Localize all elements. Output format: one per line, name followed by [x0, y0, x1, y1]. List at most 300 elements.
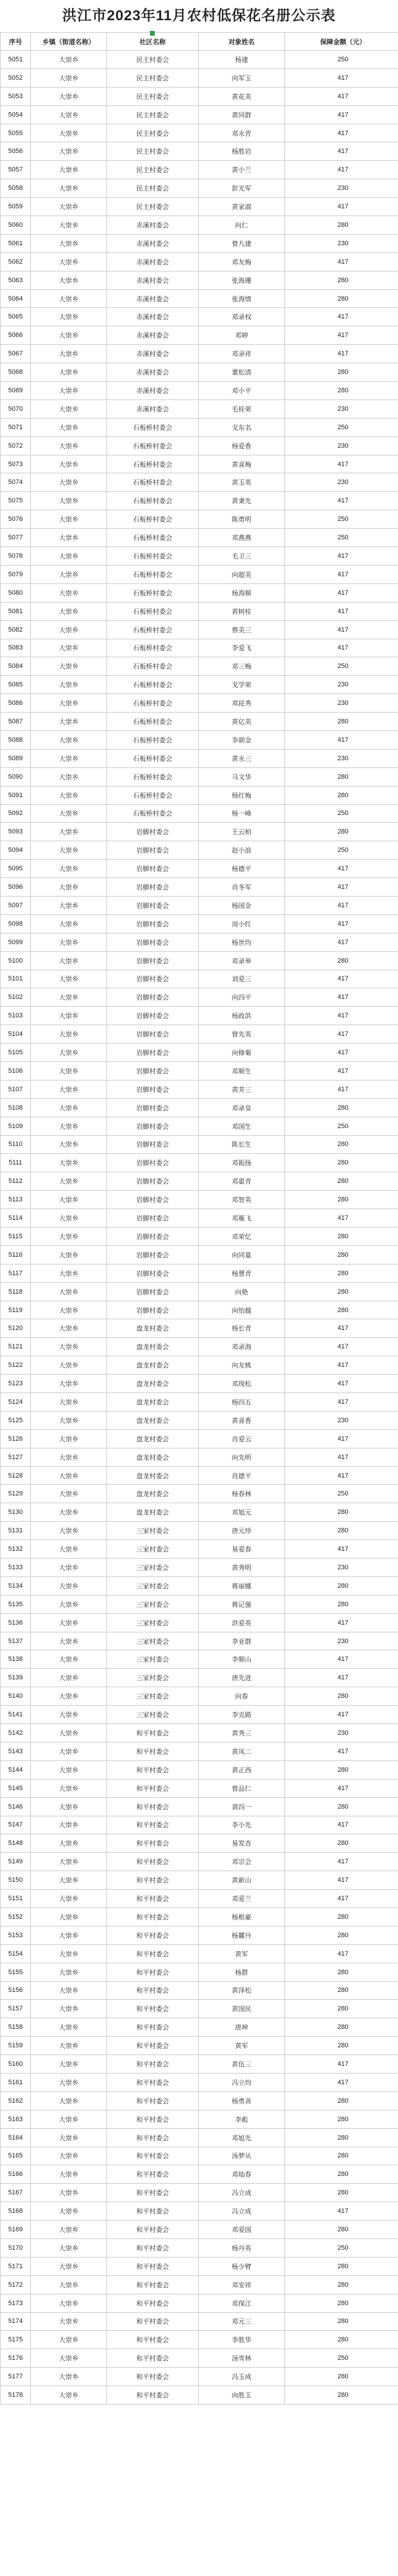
cell-community: 岩脚村委会 — [107, 1191, 199, 1209]
cell-amount: 230 — [285, 234, 398, 252]
table-row — [1, 713, 398, 731]
cell-name: 李朝金 — [199, 730, 285, 749]
cell-community: 石板桥村委会 — [107, 602, 199, 620]
cell-name: 蒋丽娜 — [199, 1576, 285, 1595]
cell-amount: 417 — [285, 161, 398, 179]
table-row — [1, 1503, 398, 1522]
cell-community: 盘龙村委会 — [107, 1466, 199, 1485]
cell-name: 杨一峰 — [199, 804, 285, 823]
cell-township: 大崇乡 — [31, 657, 107, 676]
cell-amount: 250 — [285, 510, 398, 529]
cell-township: 大崇乡 — [31, 418, 107, 436]
table-row — [1, 860, 398, 878]
cell-amount: 417 — [285, 730, 398, 749]
cell-community: 和平村委会 — [107, 2184, 199, 2202]
cell-name: 邓永青 — [199, 124, 285, 142]
cell-amount: 417 — [285, 1393, 398, 1412]
cell-township: 大崇乡 — [31, 1356, 107, 1375]
cell-name: 杨长青 — [199, 1319, 285, 1338]
cell-amount: 230 — [285, 1632, 398, 1650]
cell-name: 邓现松 — [199, 1375, 285, 1393]
cell-index: 5066 — [1, 326, 31, 345]
cell-index: 5079 — [1, 565, 31, 583]
cell-community: 民主村委会 — [107, 161, 199, 179]
cell-community: 和平村委会 — [107, 2202, 199, 2221]
table-row — [1, 1466, 398, 1485]
cell-name: 杨四五 — [199, 1393, 285, 1412]
table-row — [1, 970, 398, 988]
cell-name: 黄泽松 — [199, 1981, 285, 2000]
cell-name: 向超美 — [199, 565, 285, 583]
table-row — [1, 234, 398, 252]
cell-community: 赤溪村委会 — [107, 326, 199, 345]
cell-community: 和平村委会 — [107, 1926, 199, 1944]
cell-index: 5059 — [1, 198, 31, 216]
cell-amount: 280 — [285, 1172, 398, 1191]
cell-amount: 417 — [285, 2073, 398, 2091]
cell-township: 大崇乡 — [31, 1816, 107, 1834]
cell-name: 马文华 — [199, 767, 285, 786]
cell-amount: 280 — [285, 2128, 398, 2147]
cell-township: 大崇乡 — [31, 2221, 107, 2239]
cell-name: 黄伍三 — [199, 2055, 285, 2074]
cell-township: 大崇乡 — [31, 2037, 107, 2055]
cell-index: 5151 — [1, 1890, 31, 1908]
cell-community: 民主村委会 — [107, 124, 199, 142]
table-row — [1, 87, 398, 105]
table-row — [1, 1375, 398, 1393]
table-row — [1, 1061, 398, 1080]
cell-index: 5138 — [1, 1650, 31, 1669]
column-header-township: 乡镇（街道名称） — [31, 33, 107, 51]
cell-community: 和平村委会 — [107, 1853, 199, 1871]
table-row — [1, 1025, 398, 1044]
cell-index: 5076 — [1, 510, 31, 529]
cell-index: 5088 — [1, 730, 31, 749]
cell-name: 李顺山 — [199, 1650, 285, 1669]
table-row — [1, 2018, 398, 2037]
cell-name: 易爱春 — [199, 1540, 285, 1559]
table-row — [1, 2312, 398, 2331]
table-row — [1, 2349, 398, 2368]
cell-name: 邓安祥 — [199, 2275, 285, 2294]
table-row — [1, 1228, 398, 1246]
table-row — [1, 694, 398, 713]
cell-name: 汤雪林 — [199, 2349, 285, 2368]
table-row — [1, 786, 398, 804]
cell-index: 5122 — [1, 1356, 31, 1375]
cell-community: 和平村委会 — [107, 2368, 199, 2386]
cell-amount: 417 — [285, 988, 398, 1007]
cell-amount: 280 — [285, 271, 398, 289]
cell-community: 岩脚村委会 — [107, 896, 199, 914]
cell-township: 大崇乡 — [31, 2147, 107, 2165]
cell-amount: 230 — [285, 1411, 398, 1429]
cell-community: 和平村委会 — [107, 1907, 199, 1926]
cell-index: 5126 — [1, 1429, 31, 1448]
cell-township: 大崇乡 — [31, 2349, 107, 2368]
cell-name: 李克路 — [199, 1706, 285, 1724]
cell-name: 杨麓丹 — [199, 1926, 285, 1944]
cell-township: 大崇乡 — [31, 1429, 107, 1448]
cell-township: 大崇乡 — [31, 455, 107, 473]
cell-index: 5140 — [1, 1687, 31, 1706]
table-body — [1, 51, 398, 2405]
cell-name: 邓雁飞 — [199, 1209, 285, 1228]
cell-amount: 280 — [285, 1576, 398, 1595]
table-row — [1, 620, 398, 639]
cell-amount: 417 — [285, 1007, 398, 1025]
cell-name: 邓燕燕 — [199, 529, 285, 547]
cell-name: 邓旭元 — [199, 1503, 285, 1522]
cell-community: 和平村委会 — [107, 2221, 199, 2239]
cell-community: 岩脚村委会 — [107, 1209, 199, 1228]
cell-community: 岩脚村委会 — [107, 1154, 199, 1172]
cell-township: 大崇乡 — [31, 1540, 107, 1559]
table-row — [1, 1963, 398, 1981]
cell-amount: 280 — [285, 382, 398, 400]
cell-name: 邓翟青 — [199, 1172, 285, 1191]
cell-township: 大崇乡 — [31, 2331, 107, 2349]
table-row — [1, 1319, 398, 1338]
cell-name: 肖德平 — [199, 1466, 285, 1485]
cell-name: 邓录皇 — [199, 1098, 285, 1117]
cell-township: 大崇乡 — [31, 492, 107, 510]
cell-township: 大崇乡 — [31, 87, 107, 105]
cell-index: 5065 — [1, 308, 31, 326]
table-row — [1, 1853, 398, 1871]
cell-amount: 250 — [285, 529, 398, 547]
cell-amount: 280 — [285, 2184, 398, 2202]
cell-index: 5060 — [1, 216, 31, 235]
cell-name: 汤梦从 — [199, 2147, 285, 2165]
cell-name: 冯玉成 — [199, 2368, 285, 2386]
cell-name: 黄凤二 — [199, 1742, 285, 1760]
cell-index: 5115 — [1, 1228, 31, 1246]
cell-amount: 280 — [285, 363, 398, 382]
table-row — [1, 657, 398, 676]
cell-index: 5053 — [1, 87, 31, 105]
cell-index: 5155 — [1, 1963, 31, 1981]
table-row — [1, 602, 398, 620]
cell-name: 杨海顺 — [199, 583, 285, 602]
cell-community: 和平村委会 — [107, 2275, 199, 2294]
cell-index: 5110 — [1, 1135, 31, 1154]
cell-name: 李爱飞 — [199, 639, 285, 657]
table-row — [1, 1448, 398, 1466]
cell-amount: 417 — [285, 87, 398, 105]
cell-amount: 280 — [285, 823, 398, 841]
cell-community: 石板桥村委会 — [107, 547, 199, 566]
cell-index: 5169 — [1, 2221, 31, 2239]
cell-amount: 250 — [285, 2349, 398, 2368]
cell-index: 5086 — [1, 694, 31, 713]
cell-name: 杨政洪 — [199, 1007, 285, 1025]
cell-name: 杨勇善 — [199, 2091, 285, 2110]
cell-township: 大崇乡 — [31, 583, 107, 602]
cell-township: 大崇乡 — [31, 473, 107, 492]
cell-township: 大崇乡 — [31, 2018, 107, 2037]
cell-name: 杨丹英 — [199, 2238, 285, 2257]
cell-name: 黄四一 — [199, 1797, 285, 1816]
cell-amount: 417 — [285, 1540, 398, 1559]
cell-index: 5054 — [1, 105, 31, 124]
cell-amount: 280 — [285, 786, 398, 804]
cell-name: 邓小平 — [199, 382, 285, 400]
cell-index: 5095 — [1, 860, 31, 878]
cell-name: 肖冬军 — [199, 878, 285, 897]
cell-index: 5172 — [1, 2275, 31, 2294]
cell-name: 曾九建 — [199, 234, 285, 252]
cell-township: 大崇乡 — [31, 2312, 107, 2331]
cell-township: 大崇乡 — [31, 1595, 107, 1613]
table-row — [1, 2184, 398, 2202]
table-row — [1, 1632, 398, 1650]
table-row — [1, 2275, 398, 2294]
cell-township: 大崇乡 — [31, 2368, 107, 2386]
cell-name: 肖爱云 — [199, 1429, 285, 1448]
cell-amount: 280 — [285, 2165, 398, 2184]
cell-amount: 280 — [285, 1595, 398, 1613]
cell-name: 唐先进 — [199, 1669, 285, 1687]
table-row — [1, 2037, 398, 2055]
table-row — [1, 1926, 398, 1944]
cell-index: 5073 — [1, 455, 31, 473]
cell-township: 大崇乡 — [31, 1760, 107, 1779]
table-row — [1, 1191, 398, 1209]
table-row — [1, 1429, 398, 1448]
cell-township: 大崇乡 — [31, 1706, 107, 1724]
cell-township: 大崇乡 — [31, 602, 107, 620]
cell-township: 大崇乡 — [31, 399, 107, 418]
cell-name: 戈东名 — [199, 418, 285, 436]
cell-township: 大崇乡 — [31, 271, 107, 289]
cell-township: 大崇乡 — [31, 234, 107, 252]
cell-community: 岩脚村委会 — [107, 841, 199, 860]
cell-name: 杨根豪 — [199, 1907, 285, 1926]
cell-amount: 417 — [285, 896, 398, 914]
cell-township: 大崇乡 — [31, 1080, 107, 1098]
cell-index: 5112 — [1, 1172, 31, 1191]
cell-community: 盘龙村委会 — [107, 1319, 199, 1338]
cell-township: 大崇乡 — [31, 841, 107, 860]
cell-township: 大崇乡 — [31, 2275, 107, 2294]
cell-name: 黄树桂 — [199, 602, 285, 620]
cell-township: 大崇乡 — [31, 2073, 107, 2091]
cell-index: 5163 — [1, 2110, 31, 2128]
cell-community: 和平村委会 — [107, 1890, 199, 1908]
cell-name: 邓元三 — [199, 2312, 285, 2331]
cell-name: 向修菊 — [199, 1044, 285, 1062]
cell-index: 5062 — [1, 252, 31, 271]
cell-township: 大崇乡 — [31, 823, 107, 841]
cell-township: 大崇乡 — [31, 1301, 107, 1319]
cell-amount: 417 — [285, 1319, 398, 1338]
table-row — [1, 565, 398, 583]
table-row — [1, 1007, 398, 1025]
cell-township: 大崇乡 — [31, 896, 107, 914]
cell-amount: 417 — [285, 620, 398, 639]
cell-name: 向同量 — [199, 1245, 285, 1264]
cell-township: 大崇乡 — [31, 529, 107, 547]
cell-community: 三家村委会 — [107, 1540, 199, 1559]
table-row — [1, 2368, 398, 2386]
cell-index: 5128 — [1, 1466, 31, 1485]
cell-township: 大崇乡 — [31, 345, 107, 363]
cell-community: 和平村委会 — [107, 2238, 199, 2257]
cell-name: 杨建 — [199, 51, 285, 69]
cell-amount: 280 — [285, 1154, 398, 1172]
cell-amount: 280 — [285, 1282, 398, 1301]
cell-name: 邓国生 — [199, 1117, 285, 1135]
cell-community: 岩脚村委会 — [107, 860, 199, 878]
cell-index: 5173 — [1, 2294, 31, 2312]
cell-township: 大崇乡 — [31, 1981, 107, 2000]
cell-index: 5118 — [1, 1282, 31, 1301]
cell-index: 5096 — [1, 878, 31, 897]
cell-index: 5164 — [1, 2128, 31, 2147]
cell-amount: 417 — [285, 124, 398, 142]
cell-name: 黄喜香 — [199, 1411, 285, 1429]
cell-township: 大崇乡 — [31, 1319, 107, 1338]
cell-community: 石板桥村委会 — [107, 565, 199, 583]
cell-name: 邓振扬 — [199, 1154, 285, 1172]
cell-community: 和平村委会 — [107, 2073, 199, 2091]
cell-index: 5123 — [1, 1375, 31, 1393]
cell-amount: 417 — [285, 970, 398, 988]
cell-community: 民主村委会 — [107, 198, 199, 216]
cell-amount: 417 — [285, 1853, 398, 1871]
cell-index: 5087 — [1, 713, 31, 731]
cell-township: 大崇乡 — [31, 1963, 107, 1981]
cell-township: 大崇乡 — [31, 1098, 107, 1117]
table-row — [1, 399, 398, 418]
cell-amount: 417 — [285, 1080, 398, 1098]
cell-community: 和平村委会 — [107, 2294, 199, 2312]
column-header-amount: 保障金额（元） — [285, 33, 398, 51]
cell-community: 石板桥村委会 — [107, 436, 199, 455]
cell-name: 邓录权 — [199, 308, 285, 326]
cell-community: 岩脚村委会 — [107, 988, 199, 1007]
cell-amount: 417 — [285, 1466, 398, 1485]
table-row — [1, 1724, 398, 1743]
cell-index: 5148 — [1, 1834, 31, 1853]
cell-index: 5158 — [1, 2018, 31, 2037]
cell-community: 三家村委会 — [107, 1613, 199, 1632]
table-row — [1, 2110, 398, 2128]
table-row — [1, 1209, 398, 1228]
cell-index: 5082 — [1, 620, 31, 639]
cell-township: 大崇乡 — [31, 1742, 107, 1760]
cell-community: 三家村委会 — [107, 1669, 199, 1687]
cell-name: 黄同群 — [199, 105, 285, 124]
cell-index: 5132 — [1, 1540, 31, 1559]
cell-name: 陈长生 — [199, 1135, 285, 1154]
cell-name: 邓旭先 — [199, 2128, 285, 2147]
cell-index: 5093 — [1, 823, 31, 841]
cell-amount: 280 — [285, 1191, 398, 1209]
table-row — [1, 1264, 398, 1282]
cell-index: 5168 — [1, 2202, 31, 2221]
table-row — [1, 216, 398, 235]
cell-name: 向怡越 — [199, 1301, 285, 1319]
table-row — [1, 1356, 398, 1375]
cell-township: 大崇乡 — [31, 2184, 107, 2202]
cell-name: 杨世均 — [199, 933, 285, 951]
table-row — [1, 68, 398, 87]
cell-township: 大崇乡 — [31, 105, 107, 124]
cell-township: 大崇乡 — [31, 2386, 107, 2405]
cell-community: 和平村委会 — [107, 2037, 199, 2055]
cell-index: 5058 — [1, 179, 31, 198]
cell-name: 彭光军 — [199, 179, 285, 198]
cell-name: 杨国金 — [199, 896, 285, 914]
table-row — [1, 749, 398, 767]
cell-amount: 417 — [285, 142, 398, 161]
table-row — [1, 308, 398, 326]
cell-community: 石板桥村委会 — [107, 639, 199, 657]
cell-amount: 280 — [285, 1760, 398, 1779]
cell-township: 大崇乡 — [31, 1890, 107, 1908]
table-row — [1, 105, 398, 124]
cell-amount: 417 — [285, 639, 398, 657]
cell-amount: 280 — [285, 2312, 398, 2331]
cell-index: 5113 — [1, 1191, 31, 1209]
cell-township: 大崇乡 — [31, 216, 107, 235]
cell-name: 邓荣忆 — [199, 1228, 285, 1246]
cell-community: 和平村委会 — [107, 2349, 199, 2368]
table-row — [1, 345, 398, 363]
table-row — [1, 1595, 398, 1613]
cell-township: 大崇乡 — [31, 786, 107, 804]
cell-community: 石板桥村委会 — [107, 583, 199, 602]
cell-index: 5131 — [1, 1522, 31, 1540]
table-row — [1, 1797, 398, 1816]
cell-community: 三家村委会 — [107, 1559, 199, 1577]
cell-name: 李彪 — [199, 2110, 285, 2128]
table-row — [1, 933, 398, 951]
cell-township: 大崇乡 — [31, 124, 107, 142]
table-row — [1, 1559, 398, 1577]
cell-amount: 280 — [285, 1301, 398, 1319]
cell-amount: 417 — [285, 1669, 398, 1687]
cell-community: 盘龙村委会 — [107, 1429, 199, 1448]
cell-amount: 280 — [285, 2275, 398, 2294]
cell-index: 5165 — [1, 2147, 31, 2165]
cell-community: 岩脚村委会 — [107, 1098, 199, 1117]
cell-amount: 417 — [285, 1944, 398, 1963]
cell-amount: 417 — [285, 198, 398, 216]
cell-name: 杨爱香 — [199, 436, 285, 455]
cell-index: 5106 — [1, 1061, 31, 1080]
cell-community: 和平村委会 — [107, 2312, 199, 2331]
cell-community: 盘龙村委会 — [107, 1503, 199, 1522]
cell-index: 5089 — [1, 749, 31, 767]
cell-name: 邓爱国 — [199, 2221, 285, 2239]
cell-name: 向先明 — [199, 1448, 285, 1466]
cell-name: 冯立均 — [199, 2073, 285, 2091]
cell-community: 盘龙村委会 — [107, 1375, 199, 1393]
cell-name: 黄秀明 — [199, 1559, 285, 1577]
cell-amount: 280 — [285, 289, 398, 308]
cell-township: 大崇乡 — [31, 1411, 107, 1429]
cell-amount: 417 — [285, 308, 398, 326]
cell-index: 5070 — [1, 399, 31, 418]
cell-community: 岩脚村委会 — [107, 933, 199, 951]
cell-index: 5162 — [1, 2091, 31, 2110]
cell-index: 5130 — [1, 1503, 31, 1522]
cell-name: 李胜华 — [199, 2331, 285, 2349]
